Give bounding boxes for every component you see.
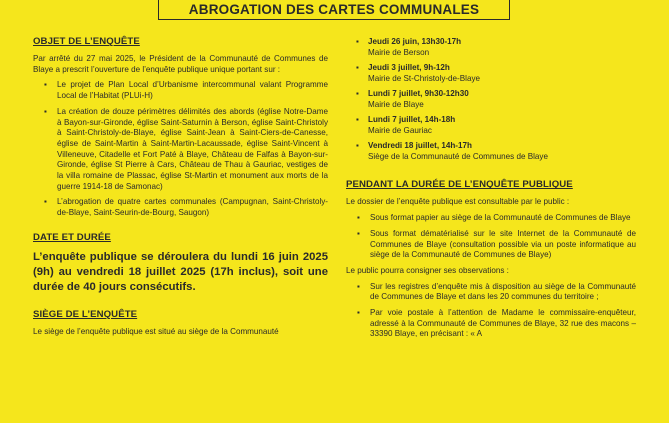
schedule-where: Mairie de Gauriac [368, 126, 432, 136]
date-text: L’enquête publique se déroulera du lundi 16 juin 2025 (9h) au vendredi 18 juillet 2025 (17h inclus), soit une durée de 40 jours consécutifs. [33, 250, 328, 293]
permanence-schedule [346, 36, 636, 162]
page-title: ABROGATION DES CARTES COMMUNALES [188, 2, 480, 17]
schedule-where: Siège de la Communauté de Communes de Blaye [368, 152, 548, 162]
objet-list [33, 80, 328, 218]
schedule-item [346, 140, 636, 162]
schedule-item [346, 62, 636, 84]
left-column [33, 36, 328, 338]
list-item: ▪ La création de douze périmètres délimités des abords (église Notre-Dame à Bayon-sur-Gironde, église Saint-Saturnin à Berson, église Saint-Christoly à Saint-Christoly-de-Blaye, église Saint-Jean à Saint-Ciers-de-Canesse, église de Saint-Martin à Saint-Martin-Lacaussade, église Saint-Vincent à Villeneuve, Citadelle et Fort Paté à Blaye, Château de Falfas à Bayon-sur-Gironde, église St Pierre à Cars, Château de Thau à Gauriac, vestiges de la villa romaine de Plassac, église St-Martin et monument aux morts de la guerre 1914-18 de Samonac) [33, 107, 328, 193]
schedule-when: ▪ Lundi 7 juillet, 9h30-12h30 [368, 89, 469, 98]
page-title-banner [158, 0, 510, 20]
list-item: ▪ Sur les registres d’enquête mis à disposition au siège de la Communauté de Communes de Blaye et dans les 20 communes du territoire ; [346, 282, 636, 303]
observations-list [346, 282, 636, 341]
schedule-item [346, 114, 636, 136]
schedule-item [346, 36, 636, 58]
list-item: ▪ Par voie postale à l’attention de Madame le commissaire-enquêteur, adressé à la Communauté de Communes de Blaye, 32 rue des macons – 33390 Blaye, en précisant : « A [346, 308, 636, 340]
schedule-when: ▪ Jeudi 26 juin, 13h30-17h [368, 37, 462, 46]
pendant-list [346, 213, 636, 261]
list-item: ▪ Le projet de Plan Local d’Urbanisme intercommunal valant Programme Local de l’Habitat (PLUi-H) [33, 80, 328, 101]
schedule-where: Mairie de St-Christoly-de-Blaye [368, 74, 481, 84]
date-heading: DATE ET DURÉE [33, 231, 111, 243]
schedule-where: Mairie de Berson [368, 48, 430, 58]
pendant-intro: Le dossier de l’enquête publique est consultable par le public : [346, 197, 570, 207]
pendant-heading: PENDANT LA DURÉE DE L’ENQUÊTE PUBLIQUE [346, 179, 573, 191]
objet-heading: OBJET DE L’ENQUÊTE [33, 36, 140, 47]
list-item: ▪ L’abrogation de quatre cartes communales (Campugnan, Saint-Christoly-de-Blaye, Saint-Seurin-de-Bourg, Saugon) [33, 197, 328, 218]
schedule-where: Mairie de Blaye [368, 100, 424, 110]
pendant-intro-2: Le public pourra consigner ses observations : [346, 265, 509, 275]
objet-intro: Par arrêté du 27 mai 2025, le Président de la Communauté de Communes de Blaye a prescrit l’ouverture de l’enquête publique unique portant sur : [33, 54, 328, 74]
schedule-when: ▪ Vendredi 18 juillet, 14h-17h [368, 141, 472, 150]
right-column [346, 36, 636, 340]
schedule-when: ▪ Jeudi 3 juillet, 9h-12h [368, 63, 450, 72]
siege-heading: SIÈGE DE L’ENQUÊTE [33, 308, 138, 320]
schedule-when: ▪ Lundi 7 juillet, 14h-18h [368, 115, 456, 124]
schedule-item [346, 88, 636, 110]
siege-text: Le siège de l’enquête publique est situé au siège de la Communauté [33, 326, 279, 336]
list-item: ▪ Sous format papier au siège de la Communauté de Communes de Blaye [346, 213, 636, 224]
list-item: ▪ Sous format dématérialisé sur le site Internet de la Communauté de Communes de Blaye (consultation possible via un poste informatique au siège de la Communauté de Communes de Blaye) [346, 229, 636, 261]
